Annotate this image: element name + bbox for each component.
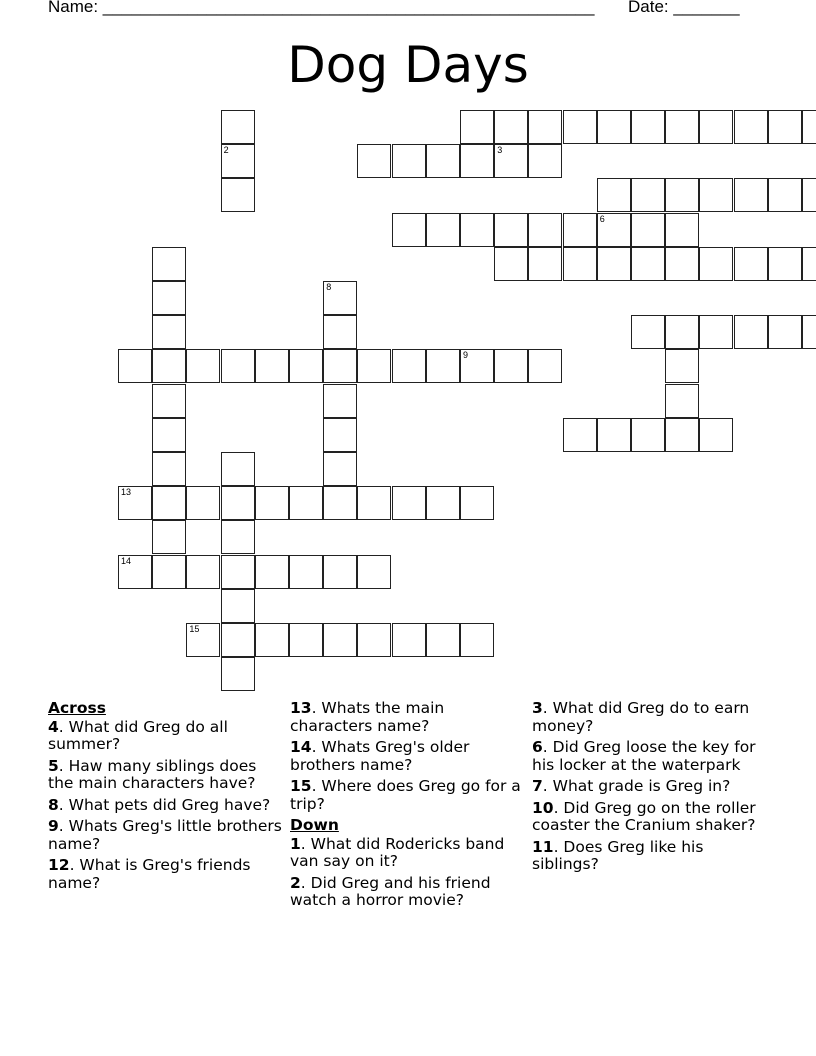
grid-cell[interactable] bbox=[597, 418, 631, 452]
clue-number-label: 13 bbox=[290, 699, 312, 717]
clue-number-label: 14 bbox=[290, 738, 312, 756]
clue-number-label: 1 bbox=[290, 834, 301, 853]
grid-cell[interactable] bbox=[221, 349, 255, 383]
grid-cell[interactable] bbox=[665, 384, 699, 418]
clue-number-label: 15 bbox=[290, 777, 312, 795]
grid-cell[interactable] bbox=[665, 418, 699, 452]
clue-text: . What did Rodericks band van say on it? bbox=[290, 834, 505, 870]
clue-number: 15 bbox=[189, 624, 200, 634]
grid-cell[interactable] bbox=[323, 281, 357, 315]
grid-cell[interactable] bbox=[323, 623, 357, 657]
grid-cell[interactable] bbox=[392, 213, 426, 247]
clue-number-label: 2 bbox=[290, 873, 301, 892]
grid-cell[interactable] bbox=[665, 178, 699, 212]
grid-cell[interactable] bbox=[426, 349, 460, 383]
clue bbox=[290, 700, 525, 735]
grid-cell[interactable] bbox=[734, 110, 768, 144]
grid-cell[interactable] bbox=[631, 213, 665, 247]
grid-cell[interactable] bbox=[118, 349, 152, 383]
grid-cell[interactable] bbox=[699, 178, 733, 212]
grid-cell[interactable] bbox=[392, 486, 426, 520]
grid-cell[interactable] bbox=[323, 555, 357, 589]
down-heading: Down bbox=[290, 816, 339, 834]
grid-cell[interactable] bbox=[460, 623, 494, 657]
clue bbox=[290, 778, 525, 813]
clue-number: 6 bbox=[599, 213, 605, 224]
clue-text: . Did Greg loose the key for his locker at the waterpark bbox=[532, 738, 756, 774]
grid-cell[interactable] bbox=[152, 520, 186, 554]
clue-text: . What did Greg do all summer? bbox=[48, 717, 228, 753]
grid-cell[interactable] bbox=[255, 486, 289, 520]
grid-cell[interactable] bbox=[118, 486, 152, 520]
grid-cell[interactable] bbox=[118, 555, 152, 589]
grid-cell[interactable] bbox=[392, 349, 426, 383]
clue-number-label: 6 bbox=[532, 738, 543, 756]
grid-cell[interactable] bbox=[802, 247, 816, 281]
grid-cell[interactable] bbox=[289, 349, 323, 383]
grid-cell[interactable] bbox=[221, 144, 255, 178]
grid-cell[interactable] bbox=[323, 452, 357, 486]
grid-cell[interactable] bbox=[563, 418, 597, 452]
grid-cell[interactable] bbox=[357, 349, 391, 383]
clue bbox=[290, 836, 525, 871]
grid-cell[interactable] bbox=[221, 520, 255, 554]
grid-cell[interactable] bbox=[699, 418, 733, 452]
clue-text: . Does Greg like his siblings? bbox=[532, 837, 704, 873]
grid-cell[interactable] bbox=[734, 315, 768, 349]
grid-cell[interactable] bbox=[152, 315, 186, 349]
clue-text: . Haw many siblings does the main characters have? bbox=[48, 756, 257, 792]
grid-cell[interactable] bbox=[563, 213, 597, 247]
grid-cell[interactable] bbox=[494, 144, 528, 178]
grid-cell[interactable] bbox=[357, 144, 391, 178]
grid-cell[interactable] bbox=[221, 110, 255, 144]
grid-cell[interactable] bbox=[392, 144, 426, 178]
grid-cell[interactable] bbox=[323, 349, 357, 383]
grid-cell[interactable] bbox=[255, 349, 289, 383]
clue-number: 3 bbox=[497, 145, 503, 156]
clue-column-2 bbox=[290, 700, 525, 914]
grid-cell[interactable] bbox=[528, 144, 562, 178]
clue-text: . Where does Greg go for a trip? bbox=[290, 777, 521, 813]
clue bbox=[48, 797, 283, 815]
grid-cell[interactable] bbox=[563, 110, 597, 144]
clue-number-label: 5 bbox=[48, 756, 59, 775]
grid-cell[interactable] bbox=[323, 418, 357, 452]
clue-number-label: 9 bbox=[48, 817, 59, 835]
grid-cell[interactable] bbox=[426, 144, 460, 178]
grid-cell[interactable] bbox=[699, 110, 733, 144]
puzzle-title: Dog Days bbox=[287, 36, 529, 94]
grid-cell[interactable] bbox=[289, 555, 323, 589]
grid-cell[interactable] bbox=[699, 247, 733, 281]
grid-cell[interactable] bbox=[631, 315, 665, 349]
grid-cell[interactable] bbox=[494, 213, 528, 247]
clue bbox=[48, 857, 283, 892]
grid-cell[interactable] bbox=[631, 178, 665, 212]
grid-cell[interactable] bbox=[631, 110, 665, 144]
clue-number: 8 bbox=[326, 282, 332, 292]
grid-cell[interactable] bbox=[734, 247, 768, 281]
grid-cell[interactable] bbox=[152, 555, 186, 589]
grid-cell[interactable] bbox=[221, 178, 255, 212]
grid-cell[interactable] bbox=[392, 623, 426, 657]
grid-cell[interactable] bbox=[357, 486, 391, 520]
grid-cell[interactable] bbox=[460, 486, 494, 520]
grid-cell[interactable] bbox=[152, 247, 186, 281]
grid-cell[interactable] bbox=[221, 623, 255, 657]
grid-cell[interactable] bbox=[528, 213, 562, 247]
grid-cell[interactable] bbox=[323, 384, 357, 418]
grid-cell[interactable] bbox=[221, 452, 255, 486]
clue-text: . Whats Greg's older brothers name? bbox=[290, 738, 470, 774]
clue-text: . Did Greg go on the roller coaster the Cranium shaker? bbox=[532, 798, 756, 834]
grid-cell[interactable] bbox=[186, 555, 220, 589]
clue-number: 2 bbox=[223, 145, 229, 156]
grid-cell[interactable] bbox=[460, 110, 494, 144]
grid-cell[interactable] bbox=[528, 247, 562, 281]
clue bbox=[532, 700, 772, 735]
clue-number-label: 12 bbox=[48, 856, 70, 874]
grid-cell[interactable] bbox=[221, 555, 255, 589]
clue bbox=[532, 739, 772, 774]
name-line: Name: ____________________________________________________ bbox=[48, 0, 595, 16]
grid-cell[interactable] bbox=[528, 349, 562, 383]
grid-cell[interactable] bbox=[494, 247, 528, 281]
grid-cell[interactable] bbox=[768, 247, 802, 281]
grid-cell[interactable] bbox=[152, 486, 186, 520]
clue-number: 14 bbox=[121, 555, 132, 566]
clue bbox=[532, 778, 772, 796]
clue-number-label: 3 bbox=[532, 699, 543, 717]
grid-cell[interactable] bbox=[152, 349, 186, 383]
grid-cell[interactable] bbox=[357, 555, 391, 589]
clue bbox=[48, 818, 283, 853]
grid-cell[interactable] bbox=[699, 315, 733, 349]
grid-cell[interactable] bbox=[597, 213, 631, 247]
grid-cell[interactable] bbox=[494, 349, 528, 383]
clue-number-label: 8 bbox=[48, 795, 59, 814]
clue-text: . What is Greg's friends name? bbox=[48, 856, 251, 892]
grid-cell[interactable] bbox=[186, 486, 220, 520]
grid-cell[interactable] bbox=[152, 281, 186, 315]
grid-cell[interactable] bbox=[289, 486, 323, 520]
grid-cell[interactable] bbox=[323, 315, 357, 349]
grid-cell[interactable] bbox=[494, 110, 528, 144]
grid-cell[interactable] bbox=[426, 623, 460, 657]
grid-cell[interactable] bbox=[221, 657, 255, 691]
grid-cell[interactable] bbox=[802, 178, 816, 212]
grid-cell[interactable] bbox=[426, 486, 460, 520]
grid-cell[interactable] bbox=[597, 110, 631, 144]
grid-cell[interactable] bbox=[357, 623, 391, 657]
grid-cell[interactable] bbox=[563, 247, 597, 281]
grid-cell[interactable] bbox=[734, 178, 768, 212]
clue-number-label: 4 bbox=[48, 717, 59, 736]
grid-cell[interactable] bbox=[221, 589, 255, 623]
clue-column-3 bbox=[532, 700, 772, 878]
grid-cell[interactable] bbox=[665, 349, 699, 383]
clue-text: . What pets did Greg have? bbox=[58, 795, 271, 814]
clue-number: 13 bbox=[121, 487, 132, 498]
across-heading: Across bbox=[48, 699, 106, 717]
clue-text: . Whats Greg's little brothers name? bbox=[48, 817, 282, 853]
grid-cell[interactable] bbox=[631, 247, 665, 281]
grid-cell[interactable] bbox=[631, 418, 665, 452]
clue-number-label: 7 bbox=[532, 777, 543, 795]
grid-cell[interactable] bbox=[665, 110, 699, 144]
grid-cell[interactable] bbox=[460, 213, 494, 247]
clue bbox=[48, 719, 283, 754]
clue-text: . Whats the main characters name? bbox=[290, 699, 445, 735]
clue-text: . What did Greg do to earn money? bbox=[532, 699, 750, 735]
grid-cell[interactable] bbox=[597, 247, 631, 281]
date-line: Date: _______ bbox=[628, 0, 740, 16]
grid-cell[interactable] bbox=[528, 110, 562, 144]
grid-cell[interactable] bbox=[802, 315, 816, 349]
grid-cell[interactable] bbox=[802, 110, 816, 144]
grid-cell[interactable] bbox=[221, 486, 255, 520]
grid-cell[interactable] bbox=[768, 178, 802, 212]
clue bbox=[290, 739, 525, 774]
grid-cell[interactable] bbox=[460, 144, 494, 178]
clue-number-label: 11 bbox=[532, 837, 554, 856]
clue-text: . Did Greg and his friend watch a horror movie? bbox=[290, 873, 491, 909]
grid-cell[interactable] bbox=[152, 384, 186, 418]
clue bbox=[532, 800, 772, 835]
grid-cell[interactable] bbox=[152, 418, 186, 452]
grid-cell[interactable] bbox=[665, 213, 699, 247]
grid-cell[interactable] bbox=[768, 315, 802, 349]
clue bbox=[48, 758, 283, 793]
clue bbox=[532, 839, 772, 874]
grid-cell[interactable] bbox=[289, 623, 323, 657]
clue-column-1 bbox=[48, 700, 283, 896]
clue-number: 9 bbox=[463, 350, 469, 361]
clue-text: . What grade is Greg in? bbox=[542, 777, 731, 795]
grid-cell[interactable] bbox=[426, 213, 460, 247]
grid-cell[interactable] bbox=[665, 247, 699, 281]
grid-cell[interactable] bbox=[323, 486, 357, 520]
clue bbox=[290, 875, 525, 910]
grid-cell[interactable] bbox=[768, 110, 802, 144]
grid-cell[interactable] bbox=[255, 555, 289, 589]
grid-cell[interactable] bbox=[597, 178, 631, 212]
grid-cell[interactable] bbox=[665, 315, 699, 349]
grid-cell[interactable] bbox=[186, 349, 220, 383]
clue-number-label: 10 bbox=[532, 798, 554, 817]
grid-cell[interactable] bbox=[186, 623, 220, 657]
grid-cell[interactable] bbox=[460, 349, 494, 383]
grid-cell[interactable] bbox=[255, 623, 289, 657]
grid-cell[interactable] bbox=[152, 452, 186, 486]
